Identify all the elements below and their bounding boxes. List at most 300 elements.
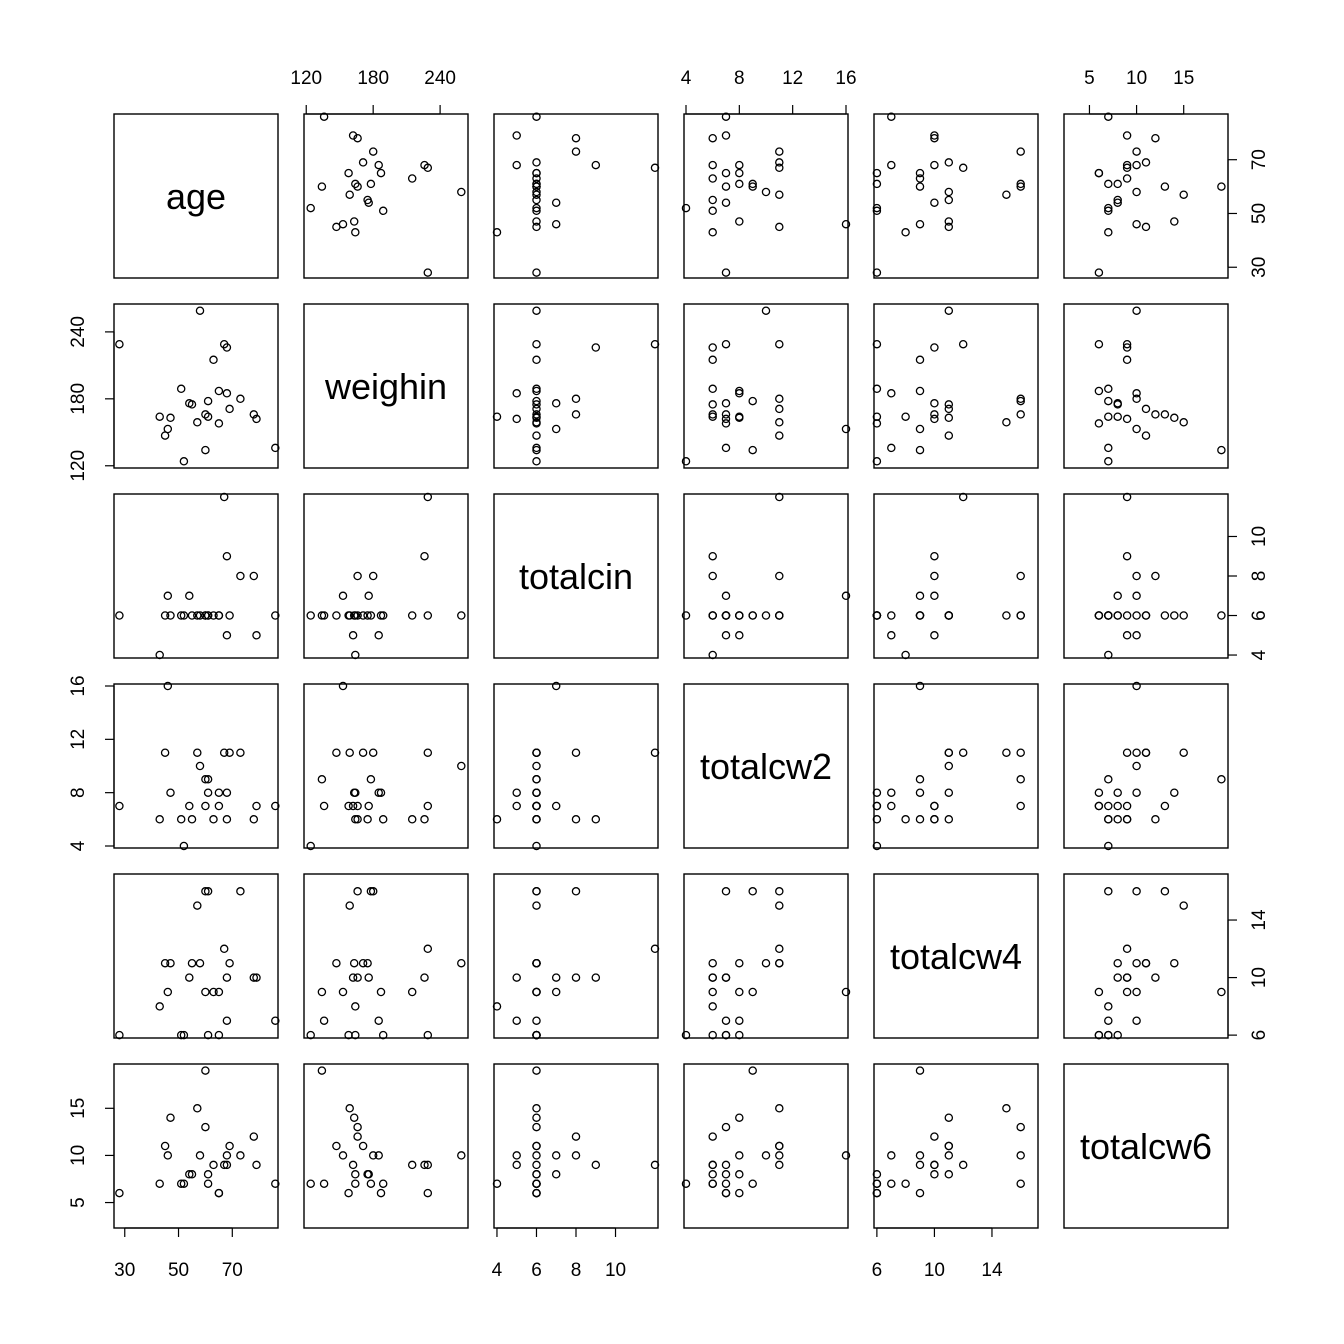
- point-age-vs-weighin-3: [318, 183, 325, 190]
- point-totalcw4-vs-totalcw2-12: [776, 945, 783, 952]
- point-totalcin-vs-totalcw2-24: [762, 612, 769, 619]
- point-totalcw6-vs-age-2: [156, 1180, 163, 1187]
- point-totalcw4-vs-weighin-22: [351, 960, 358, 967]
- point-age-vs-totalcw6-7: [1152, 135, 1159, 142]
- point-totalcw2-vs-weighin-0: [321, 802, 328, 809]
- point-totalcw2-vs-weighin-20: [367, 776, 374, 783]
- point-totalcw6-vs-totalcw2-3: [749, 1067, 756, 1074]
- point-totalcw4-vs-totalcw2-6: [709, 988, 716, 995]
- point-totalcw2-vs-weighin-10: [333, 749, 340, 756]
- point-totalcw4-vs-totalcw6-21: [1095, 988, 1102, 995]
- point-totalcw2-vs-totalcin-7: [572, 816, 579, 823]
- point-weighin-vs-age-4: [116, 341, 123, 348]
- point-age-vs-totalcw2-25: [709, 162, 716, 169]
- right-tick-label-age: 50: [1249, 202, 1270, 225]
- point-age-vs-totalcin-5: [553, 221, 560, 228]
- point-totalcw4-vs-totalcw2-24: [762, 960, 769, 967]
- point-totalcw6-vs-totalcw2-22: [736, 1114, 743, 1121]
- point-totalcw2-vs-age-10: [162, 749, 169, 756]
- point-totalcw4-vs-totalcw2-13: [722, 888, 729, 895]
- point-totalcw2-vs-age-22: [167, 789, 174, 796]
- point-totalcw2-vs-age-11: [178, 816, 185, 823]
- point-totalcw6-vs-totalcw4-22: [945, 1114, 952, 1121]
- data-points: [116, 113, 1225, 1197]
- point-totalcw4-vs-totalcw6-8: [1180, 902, 1187, 909]
- point-weighin-vs-totalcw2-23: [722, 400, 729, 407]
- point-totalcw2-vs-totalcw6-24: [1133, 762, 1140, 769]
- point-age-vs-totalcw6-19: [1133, 148, 1140, 155]
- point-weighin-vs-totalcw6-24: [1133, 307, 1140, 314]
- point-totalcw6-vs-totalcin-20: [533, 1180, 540, 1187]
- point-totalcw4-vs-age-15: [226, 960, 233, 967]
- bottom-tick-label-totalcin: 6: [531, 1260, 542, 1281]
- point-weighin-vs-age-11: [178, 385, 185, 392]
- point-totalcw4-vs-age-18: [223, 1017, 230, 1024]
- point-totalcin-vs-totalcw2-23: [722, 592, 729, 599]
- point-totalcw2-vs-totalcw6-16: [1095, 802, 1102, 809]
- point-totalcw4-vs-totalcw2-18: [736, 1017, 743, 1024]
- point-totalcw6-vs-totalcin-18: [513, 1152, 520, 1159]
- top-tick-label-weighin: 180: [357, 68, 390, 89]
- point-age-vs-totalcw4-24: [945, 188, 952, 195]
- point-totalcw6-vs-weighin-1: [352, 1171, 359, 1178]
- point-weighin-vs-totalcin-19: [572, 395, 579, 402]
- point-totalcw6-vs-weighin-3: [318, 1067, 325, 1074]
- point-totalcin-vs-totalcw4-20: [1017, 612, 1024, 619]
- point-totalcw2-vs-weighin-19: [370, 749, 377, 756]
- point-age-vs-totalcw6-24: [1133, 188, 1140, 195]
- point-weighin-vs-totalcw6-9: [1105, 458, 1112, 465]
- point-totalcw4-vs-weighin-8: [346, 902, 353, 909]
- point-totalcw4-vs-totalcin-5: [553, 988, 560, 995]
- point-totalcw4-vs-age-21: [215, 988, 222, 995]
- bottom-tick-label-totalcin: 10: [604, 1260, 627, 1281]
- point-totalcw4-vs-totalcw2-2: [709, 1003, 716, 1010]
- point-totalcin-vs-totalcw4-21: [916, 612, 923, 619]
- point-weighin-vs-totalcw6-5: [1133, 425, 1140, 432]
- point-age-vs-weighin-16: [345, 170, 352, 177]
- point-totalcw4-vs-age-19: [237, 888, 244, 895]
- point-totalcw4-vs-totalcw6-19: [1133, 888, 1140, 895]
- point-totalcw2-vs-totalcw6-17: [1114, 816, 1121, 823]
- point-totalcw2-vs-totalcw4-24: [945, 762, 952, 769]
- point-totalcw6-vs-totalcw2-12: [776, 1161, 783, 1168]
- point-totalcin-vs-totalcw4-14: [931, 632, 938, 639]
- point-weighin-vs-totalcw6-7: [1152, 411, 1159, 418]
- point-weighin-vs-age-24: [196, 307, 203, 314]
- bottom-tick-label-totalcin: 4: [491, 1260, 503, 1281]
- point-age-vs-totalcw4-25: [931, 162, 938, 169]
- point-totalcin-vs-age-21: [215, 612, 222, 619]
- point-totalcin-vs-weighin-18: [375, 632, 382, 639]
- point-age-vs-totalcw2-23: [722, 199, 729, 206]
- point-age-vs-totalcin-4: [533, 269, 540, 276]
- point-weighin-vs-age-22: [167, 414, 174, 421]
- point-totalcw4-vs-weighin-18: [375, 1017, 382, 1024]
- point-weighin-vs-totalcw4-18: [888, 390, 895, 397]
- point-totalcw6-vs-age-20: [205, 1180, 212, 1187]
- point-totalcin-vs-weighin-9: [307, 612, 314, 619]
- point-totalcw6-vs-totalcw2-21: [736, 1190, 743, 1197]
- point-age-vs-totalcw2-15: [776, 159, 783, 166]
- point-totalcw6-vs-age-18: [223, 1152, 230, 1159]
- point-totalcw2-vs-totalcin-25: [592, 816, 599, 823]
- point-weighin-vs-totalcw4-17: [945, 401, 952, 408]
- point-age-vs-totalcw2-13: [722, 183, 729, 190]
- bottom-tick-label-age: 30: [114, 1260, 136, 1281]
- point-totalcw4-vs-totalcin-14: [513, 974, 520, 981]
- point-weighin-vs-totalcw4-2: [902, 413, 909, 420]
- point-totalcw6-vs-weighin-10: [333, 1142, 340, 1149]
- point-weighin-vs-age-6: [210, 356, 217, 363]
- point-totalcw6-vs-weighin-4: [424, 1190, 431, 1197]
- point-age-vs-totalcw6-1: [1114, 180, 1121, 187]
- point-totalcw6-vs-totalcin-21: [533, 1190, 540, 1197]
- point-totalcw6-vs-weighin-7: [354, 1133, 361, 1140]
- point-totalcw6-vs-totalcin-7: [572, 1133, 579, 1140]
- point-totalcw2-vs-age-19: [237, 749, 244, 756]
- point-age-vs-totalcw6-4: [1095, 269, 1102, 276]
- point-age-vs-totalcw6-15: [1142, 159, 1149, 166]
- point-totalcw2-vs-weighin-17: [364, 816, 371, 823]
- panel-frame-totalcin-vs-totalcw4: [874, 494, 1038, 658]
- point-totalcw4-vs-weighin-25: [421, 974, 428, 981]
- point-age-vs-totalcw2-8: [776, 191, 783, 198]
- point-totalcin-vs-totalcw4-5: [916, 592, 923, 599]
- point-totalcw2-vs-age-2: [156, 816, 163, 823]
- point-age-vs-totalcw4-5: [916, 221, 923, 228]
- point-weighin-vs-totalcw6-13: [1161, 411, 1168, 418]
- point-totalcw6-vs-weighin-0: [321, 1180, 328, 1187]
- point-age-vs-totalcw2-14: [722, 132, 729, 139]
- point-totalcin-vs-totalcw2-15: [776, 612, 783, 619]
- point-weighin-vs-totalcw2-20: [749, 398, 756, 405]
- point-totalcw6-vs-age-19: [237, 1152, 244, 1159]
- point-totalcin-vs-totalcw4-19: [1017, 572, 1024, 579]
- panel-frame-weighin-vs-totalcw4: [874, 304, 1038, 468]
- point-totalcw2-vs-weighin-12: [424, 749, 431, 756]
- point-totalcw2-vs-totalcw4-17: [945, 816, 952, 823]
- point-totalcw2-vs-totalcw6-7: [1152, 816, 1159, 823]
- point-totalcw2-vs-totalcin-15: [533, 749, 540, 756]
- point-age-vs-weighin-2: [352, 229, 359, 236]
- point-totalcin-vs-age-19: [237, 572, 244, 579]
- point-age-vs-totalcw2-24: [762, 188, 769, 195]
- point-totalcw6-vs-totalcw2-8: [776, 1105, 783, 1112]
- point-age-vs-totalcin-25: [592, 162, 599, 169]
- point-totalcin-vs-age-5: [164, 592, 171, 599]
- point-totalcw2-vs-age-23: [186, 802, 193, 809]
- point-age-vs-totalcw6-3: [1218, 183, 1225, 190]
- point-weighin-vs-totalcw2-24: [762, 307, 769, 314]
- point-weighin-vs-totalcw4-13: [1017, 411, 1024, 418]
- point-totalcin-vs-weighin-23: [365, 592, 372, 599]
- point-weighin-vs-totalcw4-24: [945, 307, 952, 314]
- point-totalcw6-vs-totalcw4-18: [888, 1152, 895, 1159]
- point-totalcw4-vs-totalcw6-7: [1152, 974, 1159, 981]
- panel-frame-totalcw2-vs-weighin: [304, 684, 468, 848]
- point-weighin-vs-age-2: [156, 413, 163, 420]
- point-weighin-vs-totalcw4-8: [1003, 419, 1010, 426]
- point-totalcw4-vs-age-23: [186, 974, 193, 981]
- point-age-vs-totalcw2-1: [736, 180, 743, 187]
- point-weighin-vs-totalcw2-4: [722, 341, 729, 348]
- bottom-tick-label-age: 50: [167, 1260, 190, 1281]
- point-totalcw6-vs-totalcw2-7: [709, 1133, 716, 1140]
- point-totalcw6-vs-totalcin-6: [533, 1161, 540, 1168]
- point-totalcw6-vs-totalcin-8: [533, 1105, 540, 1112]
- point-weighin-vs-totalcw6-6: [1124, 356, 1131, 363]
- point-totalcw2-vs-totalcw4-23: [931, 802, 938, 809]
- point-totalcw4-vs-totalcw6-20: [1105, 888, 1112, 895]
- top-tick-label-totalcw2: 8: [734, 68, 745, 89]
- point-totalcin-vs-weighin-5: [339, 592, 346, 599]
- point-totalcw2-vs-totalcw4-2: [902, 816, 909, 823]
- point-totalcw4-vs-totalcw6-2: [1105, 1003, 1112, 1010]
- point-totalcw2-vs-totalcin-17: [533, 816, 540, 823]
- point-totalcin-vs-totalcw4-18: [888, 632, 895, 639]
- point-totalcw6-vs-totalcw2-1: [736, 1171, 743, 1178]
- point-totalcin-vs-weighin-4: [424, 612, 431, 619]
- point-age-vs-totalcw2-21: [736, 170, 743, 177]
- point-weighin-vs-totalcin-14: [513, 415, 520, 422]
- point-weighin-vs-totalcw6-10: [1142, 432, 1149, 439]
- point-weighin-vs-totalcw6-3: [1218, 447, 1225, 454]
- point-age-vs-totalcw6-8: [1180, 191, 1187, 198]
- point-weighin-vs-totalcw2-17: [709, 401, 716, 408]
- point-weighin-vs-totalcw6-8: [1180, 419, 1187, 426]
- panel-frame-totalcw4-vs-totalcw2: [684, 874, 848, 1038]
- point-totalcin-vs-totalcw6-17: [1114, 612, 1121, 619]
- point-totalcw6-vs-totalcin-3: [533, 1067, 540, 1074]
- point-totalcw6-vs-totalcin-23: [553, 1171, 560, 1178]
- point-weighin-vs-totalcw6-1: [1114, 413, 1121, 420]
- point-totalcw4-vs-totalcw2-23: [722, 974, 729, 981]
- point-totalcw2-vs-totalcw6-15: [1142, 749, 1149, 756]
- point-weighin-vs-totalcw4-21: [916, 387, 923, 394]
- point-totalcin-vs-totalcw4-7: [931, 572, 938, 579]
- point-totalcw6-vs-weighin-13: [354, 1124, 361, 1131]
- left-tick-label-totalcw2: 4: [68, 840, 89, 852]
- point-totalcw6-vs-weighin-8: [346, 1105, 353, 1112]
- point-totalcw2-vs-totalcin-19: [572, 749, 579, 756]
- right-tick-label-age: 70: [1249, 149, 1270, 171]
- point-totalcw6-vs-weighin-21: [377, 1190, 384, 1197]
- point-totalcw2-vs-totalcw4-0: [888, 802, 895, 809]
- axes: [68, 68, 1270, 1281]
- point-totalcin-vs-totalcw6-25: [1124, 553, 1131, 560]
- point-totalcw6-vs-totalcw2-13: [722, 1124, 729, 1131]
- point-totalcin-vs-totalcw4-23: [931, 592, 938, 599]
- top-tick-label-totalcw6: 10: [1126, 68, 1148, 89]
- point-totalcin-vs-age-4: [116, 612, 123, 619]
- point-totalcw2-vs-totalcw6-14: [1124, 802, 1131, 809]
- point-totalcw4-vs-totalcw6-6: [1124, 988, 1131, 995]
- point-age-vs-totalcw6-21: [1095, 170, 1102, 177]
- point-totalcw6-vs-age-15: [226, 1142, 233, 1149]
- point-weighin-vs-age-3: [202, 447, 209, 454]
- point-age-vs-totalcw2-11: [709, 207, 716, 214]
- panel-frames: [114, 114, 1228, 1228]
- point-totalcw6-vs-totalcw4-6: [916, 1161, 923, 1168]
- point-totalcw4-vs-totalcw2-25: [709, 974, 716, 981]
- point-age-vs-totalcw2-7: [709, 135, 716, 142]
- point-totalcw2-vs-totalcw6-13: [1161, 802, 1168, 809]
- point-totalcw6-vs-totalcw2-18: [736, 1152, 743, 1159]
- point-totalcw4-vs-weighin-12: [424, 945, 431, 952]
- top-tick-label-totalcw2: 4: [680, 68, 692, 89]
- point-age-vs-totalcw2-19: [776, 148, 783, 155]
- point-age-vs-weighin-24: [458, 188, 465, 195]
- point-totalcw6-vs-age-6: [210, 1161, 217, 1168]
- point-totalcw2-vs-totalcw6-20: [1105, 776, 1112, 783]
- point-weighin-vs-totalcin-5: [553, 425, 560, 432]
- point-weighin-vs-totalcw2-3: [749, 447, 756, 454]
- point-totalcin-vs-age-15: [226, 612, 233, 619]
- point-weighin-vs-age-19: [237, 395, 244, 402]
- point-totalcin-vs-totalcw6-19: [1133, 572, 1140, 579]
- point-totalcw2-vs-age-15: [226, 749, 233, 756]
- point-age-vs-weighin-9: [307, 205, 314, 212]
- point-totalcw6-vs-weighin-24: [458, 1152, 465, 1159]
- point-weighin-vs-totalcw6-15: [1142, 405, 1149, 412]
- point-totalcw2-vs-totalcw4-21: [916, 789, 923, 796]
- point-age-vs-weighin-22: [351, 218, 358, 225]
- point-totalcw6-vs-totalcw2-15: [776, 1142, 783, 1149]
- point-weighin-vs-totalcw2-0: [722, 444, 729, 451]
- point-totalcw4-vs-weighin-13: [354, 888, 361, 895]
- point-age-vs-totalcw4-17: [945, 196, 952, 203]
- point-totalcw4-vs-age-25: [223, 974, 230, 981]
- panel-frame-totalcw2-vs-totalcw4: [874, 684, 1038, 848]
- bottom-tick-label-totalcin: 8: [570, 1260, 582, 1281]
- point-totalcw6-vs-totalcw2-24: [762, 1152, 769, 1159]
- point-totalcw6-vs-weighin-14: [350, 1161, 357, 1168]
- top-tick-label-totalcw6: 5: [1084, 68, 1095, 89]
- point-totalcin-vs-totalcw2-14: [722, 632, 729, 639]
- point-totalcw6-vs-age-24: [196, 1152, 203, 1159]
- point-totalcw2-vs-totalcw6-0: [1105, 802, 1112, 809]
- point-totalcw4-vs-totalcin-24: [533, 960, 540, 967]
- panel-frame-age-vs-totalcw4: [874, 114, 1038, 278]
- point-age-vs-totalcw6-18: [1133, 162, 1140, 169]
- point-age-vs-totalcw6-14: [1124, 132, 1131, 139]
- point-totalcin-vs-totalcw6-23: [1114, 592, 1121, 599]
- point-totalcin-vs-totalcw4-24: [945, 612, 952, 619]
- point-totalcw2-vs-totalcw6-23: [1114, 802, 1121, 809]
- point-totalcin-vs-age-18: [223, 632, 230, 639]
- point-totalcw4-vs-totalcw6-0: [1105, 1017, 1112, 1024]
- point-age-vs-totalcin-17: [533, 196, 540, 203]
- point-totalcw4-vs-age-2: [156, 1003, 163, 1010]
- point-weighin-vs-totalcw4-10: [945, 432, 952, 439]
- point-totalcin-vs-totalcw2-17: [709, 612, 716, 619]
- variable-label-age: age: [165, 176, 227, 217]
- point-weighin-vs-totalcw6-16: [1095, 420, 1102, 427]
- point-totalcw2-vs-age-16: [215, 802, 222, 809]
- point-age-vs-weighin-21: [377, 170, 384, 177]
- point-age-vs-totalcin-21: [533, 170, 540, 177]
- point-totalcw6-vs-weighin-11: [380, 1180, 387, 1187]
- point-totalcw6-vs-weighin-15: [360, 1142, 367, 1149]
- panel-frame-totalcw4-vs-weighin: [304, 874, 468, 1038]
- point-totalcw2-vs-age-6: [210, 816, 217, 823]
- point-totalcw2-vs-age-7: [250, 816, 257, 823]
- point-weighin-vs-totalcw2-16: [722, 420, 729, 427]
- point-totalcin-vs-totalcw6-21: [1095, 612, 1102, 619]
- point-totalcw4-vs-totalcw2-3: [749, 988, 756, 995]
- point-age-vs-totalcw2-22: [736, 218, 743, 225]
- point-age-vs-totalcw4-19: [1017, 148, 1024, 155]
- point-totalcin-vs-totalcw6-7: [1152, 572, 1159, 579]
- variable-label-totalcw6: totalcw6: [1079, 1126, 1213, 1167]
- point-weighin-vs-totalcin-24: [533, 307, 540, 314]
- point-age-vs-totalcin-14: [513, 132, 520, 139]
- point-weighin-vs-totalcw6-11: [1105, 385, 1112, 392]
- point-totalcw6-vs-totalcin-19: [572, 1152, 579, 1159]
- point-totalcin-vs-weighin-10: [333, 612, 340, 619]
- point-totalcw2-vs-weighin-11: [380, 816, 387, 823]
- point-weighin-vs-age-8: [194, 419, 201, 426]
- point-totalcw2-vs-totalcw6-19: [1133, 749, 1140, 756]
- point-totalcw6-vs-age-7: [250, 1133, 257, 1140]
- panel-frame-weighin-vs-totalcw2: [684, 304, 848, 468]
- point-totalcw4-vs-totalcw6-22: [1171, 960, 1178, 967]
- point-totalcw4-vs-totalcw6-12: [1124, 945, 1131, 952]
- point-totalcin-vs-weighin-14: [350, 632, 357, 639]
- point-weighin-vs-totalcw2-6: [709, 356, 716, 363]
- point-totalcin-vs-totalcw4-25: [931, 553, 938, 560]
- point-weighin-vs-totalcin-10: [533, 432, 540, 439]
- point-age-vs-totalcw2-10: [776, 223, 783, 230]
- point-totalcw2-vs-age-8: [194, 749, 201, 756]
- point-totalcw2-vs-totalcw6-3: [1218, 776, 1225, 783]
- point-totalcw6-vs-totalcw4-25: [931, 1161, 938, 1168]
- variable-label-weighin: weighin: [324, 366, 448, 407]
- point-age-vs-totalcw4-23: [931, 199, 938, 206]
- point-totalcin-vs-age-25: [223, 553, 230, 560]
- point-totalcw4-vs-age-12: [221, 945, 228, 952]
- point-totalcw4-vs-totalcin-7: [572, 974, 579, 981]
- panel-frame-weighin-vs-totalcin: [494, 304, 658, 468]
- point-totalcw4-vs-totalcin-8: [533, 902, 540, 909]
- point-totalcw4-vs-totalcw2-21: [736, 988, 743, 995]
- point-age-vs-totalcw6-6: [1124, 175, 1131, 182]
- point-totalcw6-vs-totalcw4-17: [945, 1171, 952, 1178]
- panel-frame-totalcw4-vs-age: [114, 874, 278, 1038]
- point-totalcin-vs-totalcw2-22: [736, 612, 743, 619]
- point-totalcin-vs-totalcw6-8: [1180, 612, 1187, 619]
- point-totalcw4-vs-totalcin-25: [592, 974, 599, 981]
- point-totalcw4-vs-weighin-23: [365, 974, 372, 981]
- point-totalcin-vs-weighin-7: [354, 572, 361, 579]
- top-tick-label-totalcw2: 16: [835, 68, 857, 89]
- point-totalcin-vs-totalcw2-25: [709, 553, 716, 560]
- panel-frame-totalcw2-vs-totalcw6: [1064, 684, 1228, 848]
- point-weighin-vs-age-21: [215, 387, 222, 394]
- point-totalcw6-vs-weighin-16: [345, 1190, 352, 1197]
- point-age-vs-weighin-8: [346, 191, 353, 198]
- point-totalcw2-vs-age-4: [116, 802, 123, 809]
- panel-frame-weighin-vs-totalcw6: [1064, 304, 1228, 468]
- point-totalcw6-vs-weighin-5: [339, 1152, 346, 1159]
- point-age-vs-weighin-20: [367, 180, 374, 187]
- point-weighin-vs-totalcw4-0: [888, 444, 895, 451]
- point-totalcw4-vs-totalcw2-19: [776, 888, 783, 895]
- point-totalcin-vs-totalcw6-5: [1133, 592, 1140, 599]
- point-weighin-vs-totalcw2-11: [709, 385, 716, 392]
- point-totalcw2-vs-weighin-4: [424, 802, 431, 809]
